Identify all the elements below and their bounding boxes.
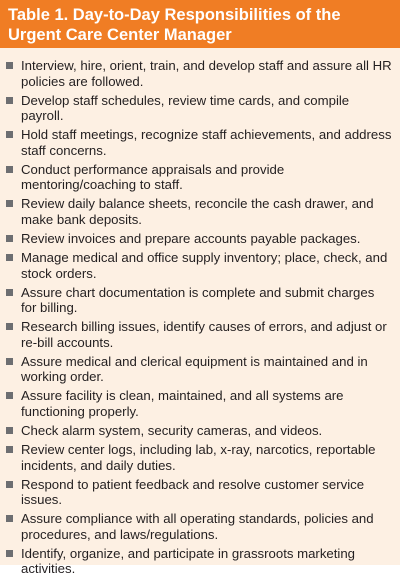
list-item-text: Hold staff meetings, recognize staff achievements, and address staff concerns. [21, 127, 392, 158]
list-item [6, 354, 392, 385]
square-bullet-icon [6, 446, 13, 453]
square-bullet-icon [6, 323, 13, 330]
list-item [6, 231, 392, 247]
square-bullet-icon [6, 62, 13, 69]
square-bullet-icon [6, 515, 13, 522]
responsibilities-list [0, 48, 400, 577]
list-item-text: Review daily balance sheets, reconcile the cash drawer, and make bank deposits. [21, 196, 374, 227]
list-item-text: Assure chart documentation is complete and submit charges for billing. [21, 284, 375, 316]
list-item-text: Interview, hire, orient, train, and develop staff and assure all HR policies are followed. [21, 58, 392, 89]
list-item-text: Assure facility is clean, maintained, and all systems are functioning properly. [21, 388, 344, 419]
list-item-text: Develop staff schedules, review time cards, and compile payroll. [21, 92, 350, 124]
list-item-text: Assure medical and clerical equipment is maintained and in working order. [21, 353, 368, 385]
list-item-text: Review center logs, including lab, x-ray, narcotics, reportable incidents, and daily duties. [21, 442, 376, 473]
list-item [6, 196, 392, 227]
list-item [6, 319, 392, 350]
list-item-text: Respond to patient feedback and resolve customer service issues. [21, 476, 365, 508]
square-bullet-icon [6, 200, 13, 207]
list-item [6, 388, 392, 419]
square-bullet-icon [6, 254, 13, 261]
list-item-text: Manage medical and office supply inventory; place, check, and stock orders. [21, 250, 388, 281]
square-bullet-icon [6, 97, 13, 104]
square-bullet-icon [6, 235, 13, 242]
list-item [6, 93, 392, 124]
list-item [6, 285, 392, 316]
list-item [6, 442, 392, 473]
list-item [6, 250, 392, 281]
square-bullet-icon [6, 550, 13, 557]
list-item [6, 162, 392, 193]
table-title: Table 1. Day-to-Day Responsibilities of the Urgent Care Center Manager [0, 0, 400, 48]
square-bullet-icon [6, 166, 13, 173]
list-item [6, 127, 392, 158]
square-bullet-icon [6, 481, 13, 488]
square-bullet-icon [6, 289, 13, 296]
square-bullet-icon [6, 358, 13, 365]
square-bullet-icon [6, 427, 13, 434]
list-item-text: Identify, organize, and participate in grassroots marketing activities. [21, 545, 356, 577]
list-item [6, 511, 392, 542]
list-item [6, 58, 392, 89]
list-item-text: Research billing issues, identify causes of errors, and adjust or re-bill accounts. [21, 319, 387, 350]
list-item-text: Assure compliance with all operating standards, policies and procedures, and laws/regulations. [21, 511, 374, 542]
list-item-text: Review invoices and prepare accounts payable packages. [21, 230, 361, 246]
square-bullet-icon [6, 131, 13, 138]
list-item [6, 477, 392, 508]
list-item [6, 546, 392, 577]
square-bullet-icon [6, 392, 13, 399]
list-item-text: Check alarm system, security cameras, and videos. [21, 423, 323, 439]
list-item-text: Conduct performance appraisals and provide mentoring/coaching to staff. [21, 161, 285, 193]
list-item [6, 423, 392, 439]
